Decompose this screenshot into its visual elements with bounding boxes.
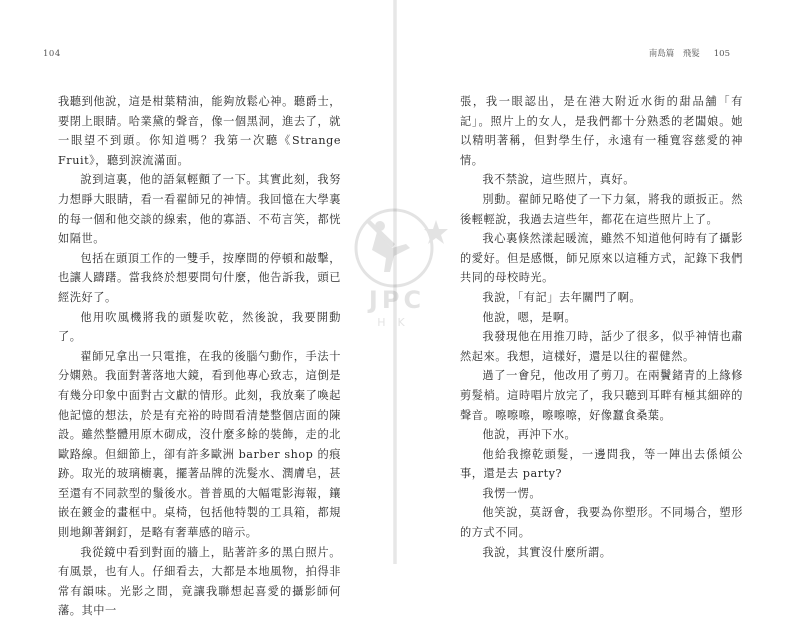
paragraph: 他說，嗯，是啊。 <box>482 310 577 324</box>
right-page-body <box>460 92 743 562</box>
right-running-header <box>649 47 730 59</box>
paragraph: 別動。翟師兄略使了一下力氣，將我的頭扳正。然後輕輕說，我過去這些年，都花在這些照片上了。 <box>460 192 743 226</box>
watermark-sub-text: HK <box>377 316 417 329</box>
left-page-number: 104 <box>43 49 61 59</box>
star-icon <box>424 220 448 244</box>
paragraph: 他說，再沖下水。 <box>482 428 577 442</box>
paragraph: 他笑說，莫訝會，我要為你塑形。不同場合，塑形的方式不同。 <box>460 506 743 540</box>
paragraph: 他給我擦乾頭髮，一邊問我，等一陣出去係傾公事，還是去 party? <box>460 447 743 481</box>
right-page-number: 105 <box>713 49 730 59</box>
paragraph: 我聽到他說，這是柑葉精油，能夠放鬆心神。聽爵士，要閉上眼睛。哈業黛的聲音，像一個黑洞，進去了，就一眼望不到頭。你知道嗎？我第一次聽《Strange Fruit》，聽到淚流滿面。 <box>58 95 341 167</box>
paragraph: 我心裏倏然漾起暖流，雖然不知道他何時有了攝影的愛好。但是感慨，師兄原來以這種方式，記錄下我們共同的母校時光。 <box>460 232 743 285</box>
paragraph: 我不禁說，這些照片，真好。 <box>482 173 635 187</box>
jumping-figure-icon <box>366 219 410 272</box>
paragraph: 過了一會兒，他改用了剪刀。在兩鬢鍺青的上緣修剪髮梢。這時唱片放完了，我只聽到耳畔有極其細碎的聲音。嚓嚓嚓，嚓嚓嚓，好像蠶食桑葉。 <box>460 369 743 422</box>
paragraph: 他用吹風機將我的頭髮吹乾，然後說，我要開動了。 <box>58 310 341 344</box>
left-page-body <box>58 92 341 621</box>
paragraph: 包括在頭頂工作的一雙手，按摩間的停頓和敲擊，也讓人躊躇。當我終於想要問句什麼，他告訴我，頭已經洗好了。 <box>58 251 341 304</box>
paragraph: 我說，其實沒什麼所謂。 <box>482 545 612 559</box>
paragraph: 我從鏡中看到對面的牆上，貼著許多的黑白照片。有風景，也有人。仔細看去，大都是本地風物，拍得非常有韻味。光影之間，竟讓我聯想起喜愛的攝影師何藩。其中一 <box>58 545 341 618</box>
paragraph: 翟師兄拿出一只電推，在我的後腦勺動作，手法十分嫻熟。我面對著落地大鏡，看到他專心致志，這倒是有幾分印象中面對古文獻的情形。此刻，我放棄了喚起他記憶的想法，於是有充裕的時間看清楚整個店面的陳設。雖然整體用原木砌成，沒什麼多餘的裝飾，走的北歐路線。但細節上，卻有許多歐洲 barber shop 的痕跡。取光的玻璃櫥裏，擺著品牌的洗髮水、潤膚皂，甚至還有不同款型的鬚後水。普普風的大幅電影海報，鑲嵌在鍍金的畫框中。桌椅，包括他特製的工具箱，都規則地鉚著銅釘，是略有奢華感的暗示。 <box>58 349 341 540</box>
jpc-watermark-logo <box>332 200 462 335</box>
paragraph: 我說，「有記」去年關門了啊。 <box>482 290 642 304</box>
paragraph: 我發現他在用推刀時，話少了很多，似乎神情也肅然起來。我想，這樣好，還是以往的翟健然。 <box>460 330 743 363</box>
paragraph: 我愣一愣。 <box>482 486 542 500</box>
watermark-logo-text: JPC <box>368 286 426 314</box>
section-label: 南島篇 飛髮 <box>648 49 700 59</box>
paragraph: 說到這裏，他的語氣輕顫了一下。其實此刻，我努力想睜大眼睛，看一看翟師兄的神情。我回憶在大學裏的每一個和他交談的線索，他的寡語、不苟言笑，都恍如隔世。 <box>58 173 341 246</box>
paragraph: 張，我一眼認出，是在港大附近水街的甜品舖「有記」。照片上的女人，是我們都十分熟悉的老闆娘。她以精明著稱，但對學生仔，永遠有一種寬容慈愛的神情。 <box>460 95 743 167</box>
